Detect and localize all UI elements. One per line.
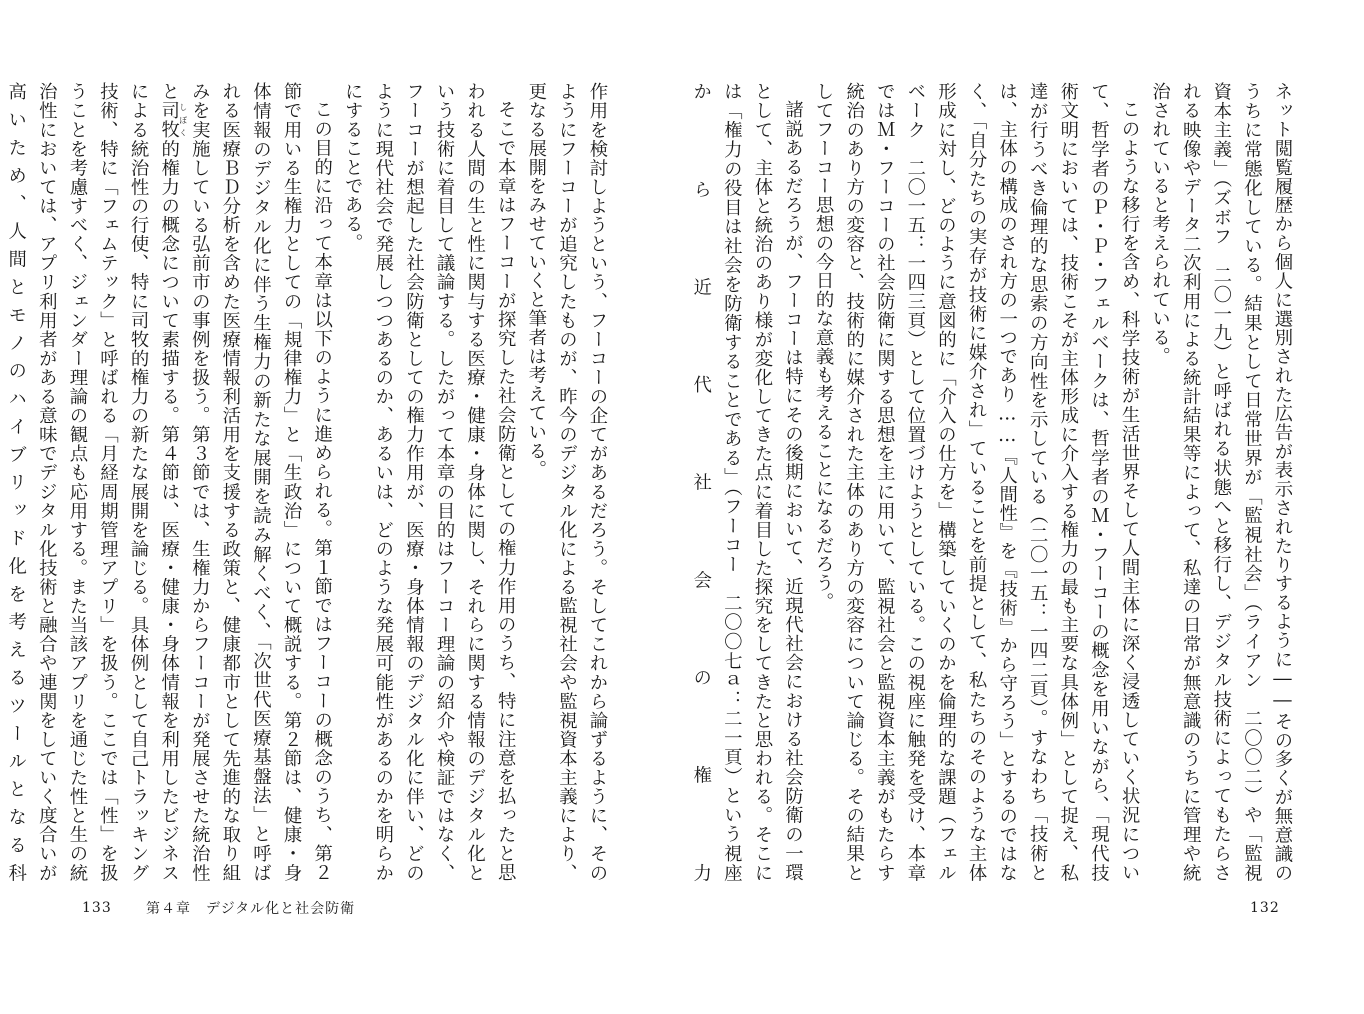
page-number-left: 133	[82, 900, 112, 916]
left-paragraph-2: そこで本章はフーコーが探究した社会防衛としての権力作用のうち、特に注意を払ったと思われる人間の生と性に関与する医療・健康・身体に関し、それらに関する情報のデジタル化という技術に着目して議論する。したがって本章の目的はフーコー理論の紹介や検証ではなく、フーコーが想起した社会防衛としての権力作用が、医療・身体情報のデジタル化に伴い、どのように現代社会で発展しつつあるのか、あるいは、どのような発展可能性があるのかを明らかにすることである。	[342, 82, 517, 882]
right-paragraph-3: 諸説あるだろうが、フーコーは特にその後期において、近現代社会における社会防衛の一環として、主体と統治のあり様が変化してきた点に着目した探究をしてきたと思われる。そこには「権力の役目は社会を防衛することである」（フーコー 二〇〇七ａ：二一頁）という視座から近代社会の権力	[690, 82, 804, 882]
ruby-reading: しぼく	[178, 101, 188, 140]
page-number-right: 132	[1250, 900, 1280, 916]
running-head: 第４章 デジタル化と社会防衛	[146, 901, 356, 917]
right-paragraph-1: ネット閲覧履歴から個人に選別された広告が表示されたりするように――その多くが無意識のうちに常態化している。結果として日常世界が「監視社会」（ライアン 二〇〇二）や「監視資本主義」（ズボフ 二〇一九）と呼ばれる状態へと移行し、デジタル技術によってもたらされる映像やデータ二次利用による統計結果等によって、私達の日常が無意識のうちに管理や統治されていると考えられている。	[1149, 82, 1293, 882]
left-paragraph-1: 作用を検討しようという、フーコーの企てがあるだろう。そしてこれから論ずるように、そのようにフーコーが追究したものが、昨今のデジタル化による監視社会や監視資本主義により、更なる展開をみせていくと筆者は考えている。	[525, 82, 608, 882]
ruby-annotation: 司牧 しぼく	[158, 101, 188, 140]
left-paragraph-3: この目的に沿って本章は以下のように進められる。第１節ではフーコーの概念のうち、第２節で用いる生権力としての「規律権力」と「生政治」について概説する。第２節は、健康・身体情報のデジタル化に伴う生権力の新たな展開を読み解くべく、「次世代医療基盤法」と呼ばれる医療ＢＤ分析を含めた医療情報利活用を支援する政策と、健康都市として先進的な取り組みを実施している弘前市の事例を扱う。第３節では、生権力からフーコーが発展させた統治性と司牧 しぼく的権力の概念について素描する。第４節は、医療・健康・身体情報を利用したビジネスによる統治性の行使、特に司牧的権力の新たな展開を論じる。具体例として自己トラッキング技術、特に「フェムテック」と呼ばれる「月経周期管理アプリ」を扱う。ここでは「性」を扱うことを考慮すべく、ジェンダー理論の観点も応用する。また当該アプリを通じた性と生の統治性においては、アプリ利用者がある意味でデジタル化技術と融合や連関をしていく度合いが高いため、人間とモノのハイブリッド化を考えるツールとなる科	[5, 82, 333, 882]
right-page-body	[690, 82, 1297, 882]
right-page	[682, 0, 1364, 1014]
left-page-body	[5, 82, 612, 882]
right-paragraph-2: このような移行を含め、科学技術が生活世界そして人間主体に深く浸透していく状況について、哲学者のＰ・Ｐ・フェルベークは、哲学者のＭ・フーコーの概念を用いながら、「現代技術文明においては、技術こそが主体形成に介入する権力の最も主要な具体例」として捉え、私達が行うべき倫理的な思索の方向性を示している（二〇一五：一四二頁）。すなわち「技術とは、主体の構成のされ方の一つであり……『人間性』を『技術』から守ろう」とするのではなく、「自分たちの実存が技術に媒介され」ていることを前提として、私たちのそのような主体形成に対し、どのように意図的に「介入の仕方を」構築していくのかを倫理的な課題（フェルベーク 二〇一五：一四三頁）として位置づけようとしている。この視座に触発を受け、本章ではＭ・フーコーの社会防衛に関する思想を主に用いて、監視社会と監視資本主義がもたらす統治のあり方の変容と、技術的に媒介された主体のあり方の変容について論じる。その結果としてフーコー思想の今日的な意義も考えることになるだろう。	[813, 82, 1141, 882]
